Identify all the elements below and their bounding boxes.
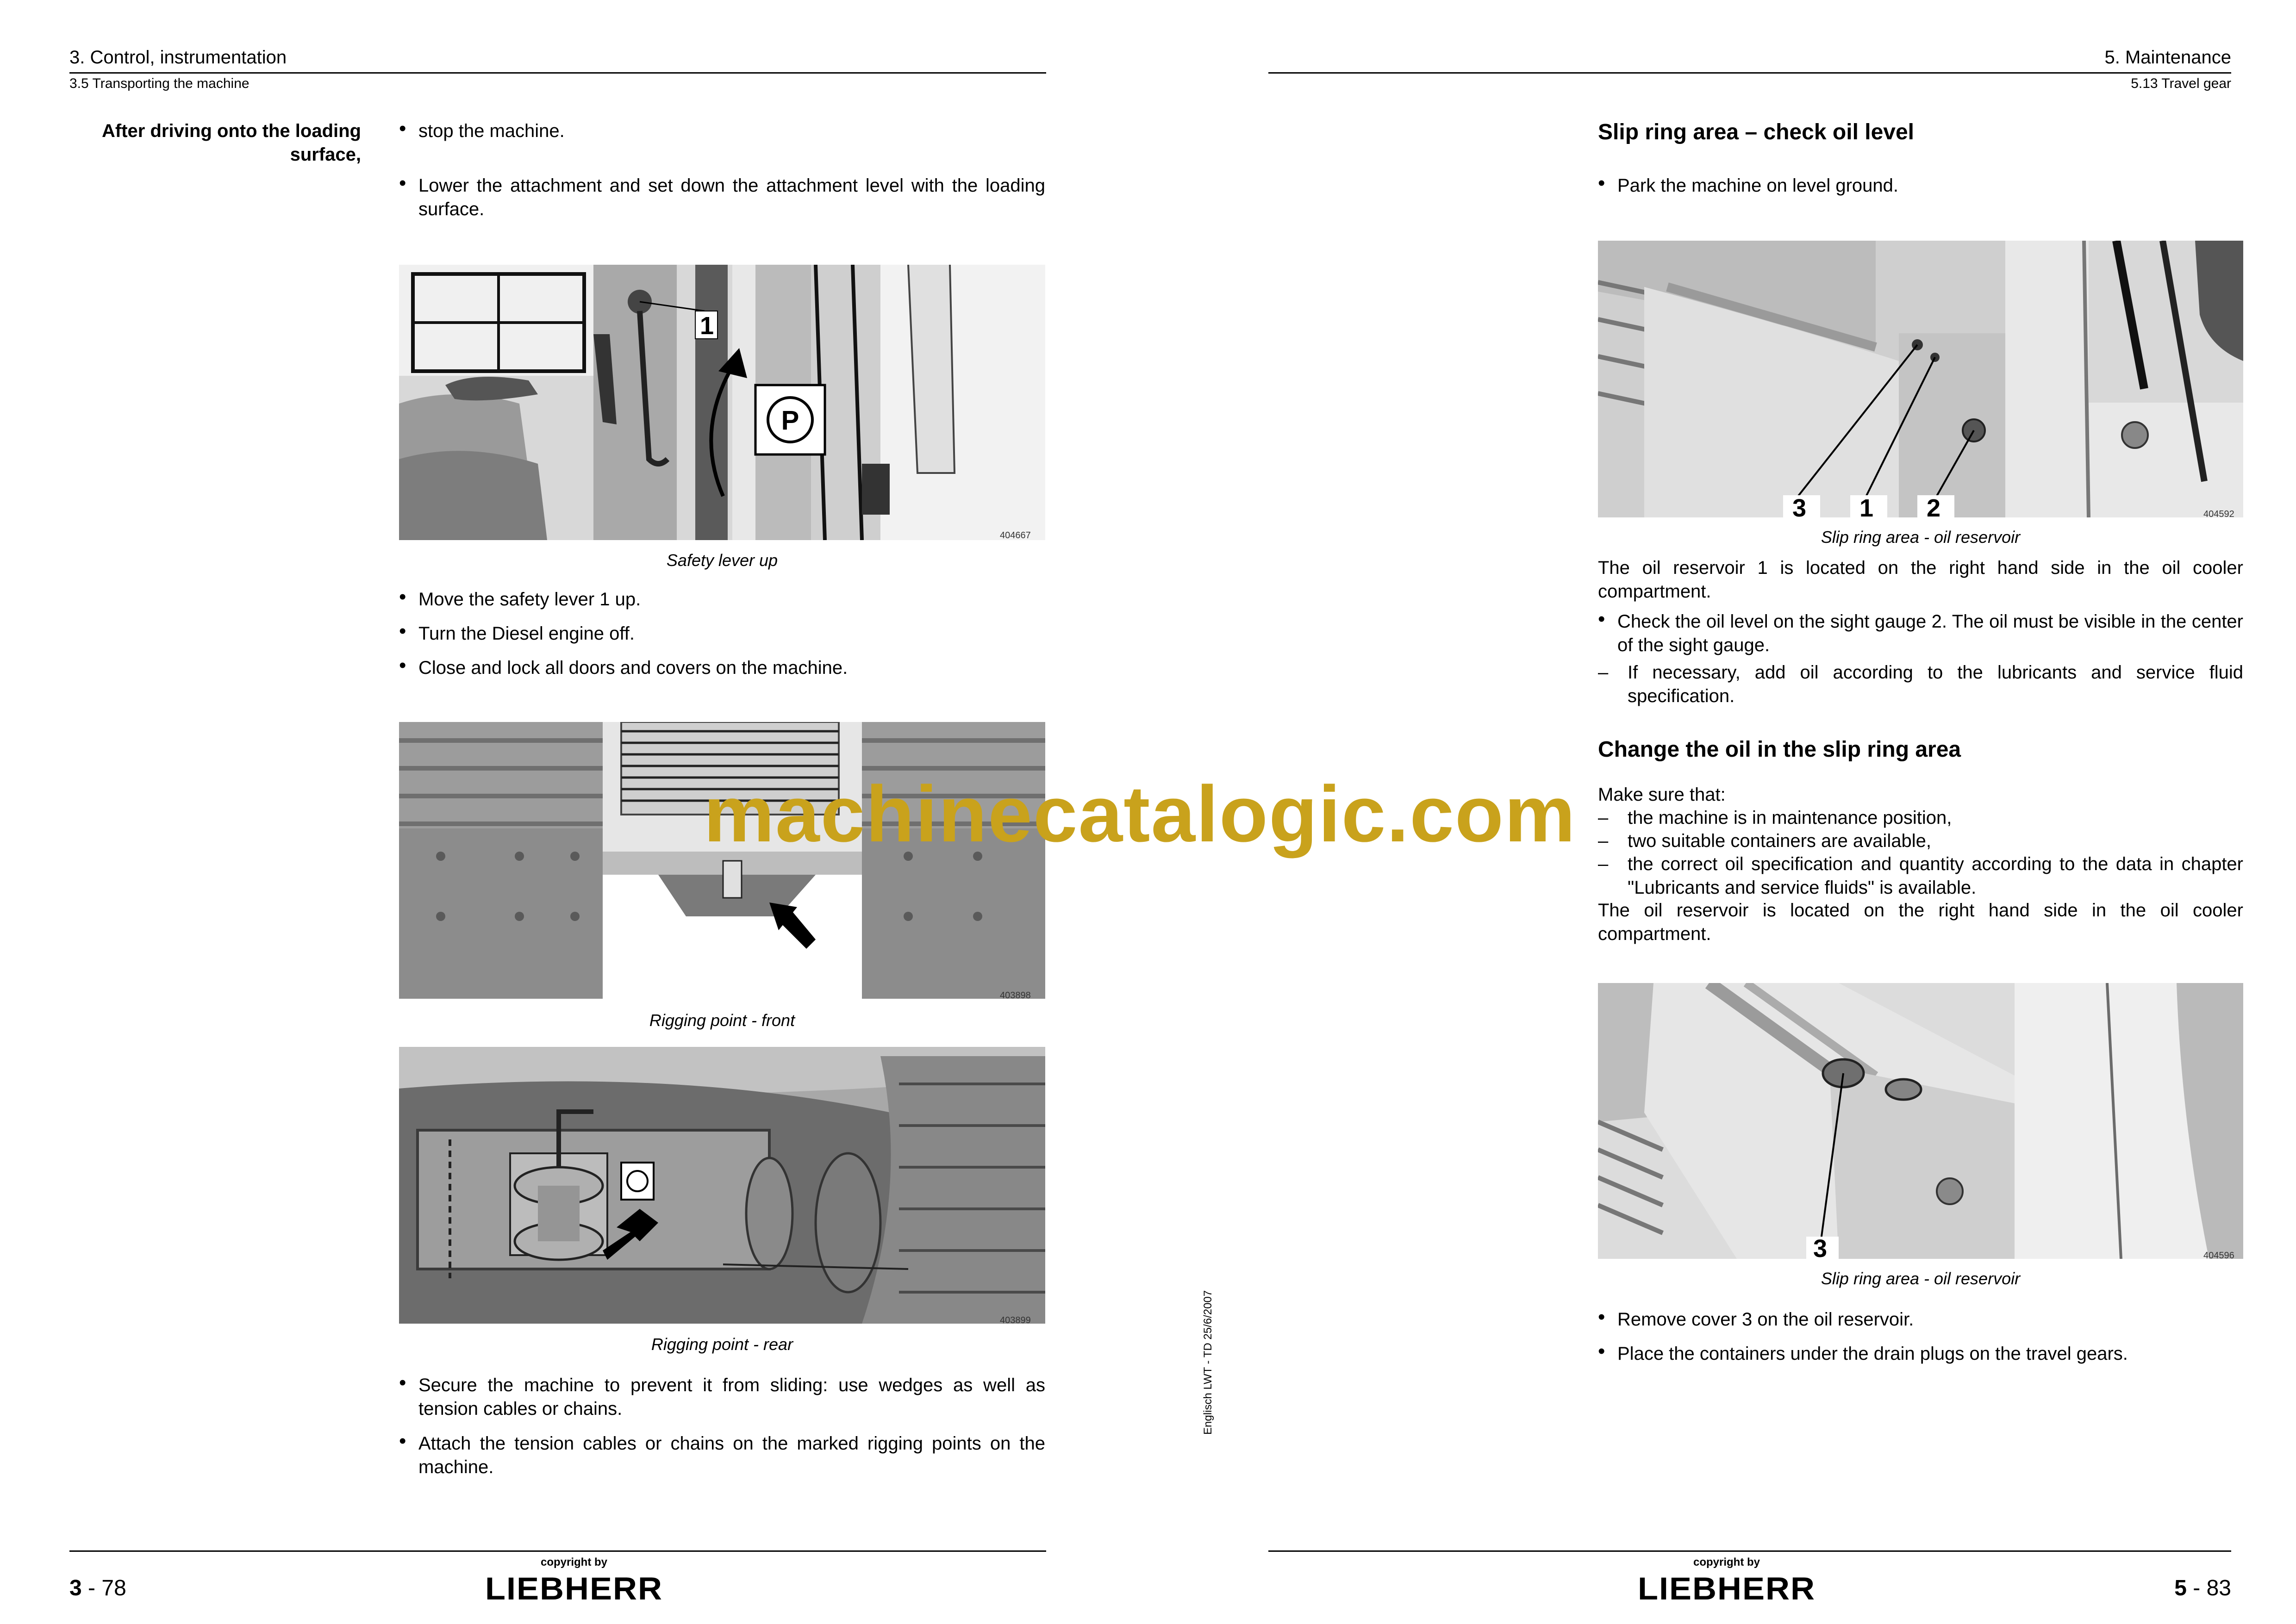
image-id: 403898 <box>1000 990 1031 1001</box>
heading-change-oil: Change the oil in the slip ring area <box>1598 737 1961 762</box>
right-header-rule <box>1268 72 2231 74</box>
bullet-dot: • <box>399 1430 406 1452</box>
bullet-text: Close and lock all doors and covers on the machine. <box>418 658 848 678</box>
dash-mark: – <box>1598 808 1609 828</box>
bullet-dot: • <box>399 117 406 140</box>
page-chapter: 3 <box>69 1576 82 1600</box>
callout-3: 3 <box>1792 494 1807 517</box>
dash-text: the correct oil specification and quantity according to the data in chapter "Lubricants and service fluids" is available. <box>1628 854 2243 898</box>
image-id: 404596 <box>2203 1251 2234 1261</box>
bullet-text: Check the oil level on the sight gauge 2. The oil must be visible in the center of the sight gauge. <box>1617 611 2243 655</box>
bullet-text: Remove cover 3 on the oil reservoir. <box>1617 1309 1914 1330</box>
dash-text: two suitable containers are available, <box>1628 831 1931 851</box>
bullet-dot: • <box>399 1371 406 1394</box>
safety-lever-illustration <box>399 265 1045 540</box>
left-page-number <box>69 1575 126 1601</box>
bullet-text: Turn the Diesel engine off. <box>418 623 635 644</box>
bullet-dot: • <box>1598 608 1605 630</box>
left-header-rule <box>69 72 1046 74</box>
callout-2: 2 <box>1927 494 1941 517</box>
dash-text: If necessary, add oil according to the lubricants and service fluid specification. <box>1628 662 2243 706</box>
bullet-dot: • <box>399 585 406 608</box>
photo-oil-reservoir-2 <box>1598 983 2243 1259</box>
bullet-text: Attach the tension cables or chains on the marked rigging points on the machine. <box>418 1433 1045 1477</box>
caption-safety-lever: Safety lever up <box>666 551 778 570</box>
image-id: 404667 <box>1000 530 1031 541</box>
page-number: - 83 <box>2193 1576 2231 1600</box>
bullet-text: stop the machine. <box>418 121 565 141</box>
right-header-section: 5.13 Travel gear <box>2131 76 2231 91</box>
dash-text: the machine is in maintenance position, <box>1628 808 1952 828</box>
parking-brake-symbol: P <box>781 405 799 436</box>
photo-rigging-front <box>399 722 1045 999</box>
callout-1: 1 <box>700 312 714 340</box>
caption-rigging-rear: Rigging point - rear <box>651 1335 793 1354</box>
liebherr-logo: LIEBHERR <box>1637 1571 1816 1606</box>
dash-mark: – <box>1598 831 1609 851</box>
left-footer-rule <box>69 1550 1046 1552</box>
vertical-note: Englisch LWT - TD 25/6/2007 <box>1202 1290 1214 1435</box>
caption-oil-reservoir-2: Slip ring area - oil reservoir <box>1821 1269 2021 1288</box>
callout-3: 3 <box>1813 1235 1828 1259</box>
caption-oil-reservoir-1: Slip ring area - oil reservoir <box>1821 528 2021 547</box>
bullet-text: Move the safety lever 1 up. <box>418 589 641 610</box>
oil-reservoir-illustration-1 <box>1598 241 2243 517</box>
right-header-chapter: 5. Maintenance <box>2104 47 2231 68</box>
bullet-dot: • <box>399 654 406 677</box>
oil-reservoir-illustration-2 <box>1598 983 2243 1259</box>
bullet-dot: • <box>1598 172 1605 194</box>
bullet-text: Secure the machine to prevent it from sliding: use wedges as well as tension cables or chains. <box>418 1375 1045 1419</box>
bullet-dot: • <box>399 620 406 642</box>
side-label: After driving onto the loading surface, <box>102 121 361 165</box>
bullet-dot: • <box>1598 1340 1605 1363</box>
watermark-text: machinecatalogic.com <box>704 770 1576 859</box>
bullet-text: Lower the attachment and set down the attachment level with the loading surface. <box>418 175 1045 219</box>
make-sure-label: Make sure that: <box>1598 784 1726 805</box>
rigging-front-illustration <box>399 722 1045 999</box>
bullet-text: Place the containers under the drain plugs on the travel gears. <box>1617 1344 2128 1364</box>
heading-check-oil: Slip ring area – check oil level <box>1598 120 1914 144</box>
image-id: 404592 <box>2203 509 2234 519</box>
right-footer-rule <box>1268 1550 2231 1552</box>
photo-safety-lever <box>399 265 1045 540</box>
left-header-chapter: 3. Control, instrumentation <box>69 47 287 68</box>
liebherr-logo: LIEBHERR <box>485 1571 663 1606</box>
image-id: 403899 <box>1000 1315 1031 1325</box>
paragraph-oil-reservoir-location-2: The oil reservoir is located on the right hand side in the oil cooler compartment. <box>1598 900 2243 944</box>
page-number: - 78 <box>88 1576 126 1600</box>
page-chapter: 5 <box>2174 1576 2187 1600</box>
dash-mark: – <box>1598 854 1609 874</box>
left-header-section: 3.5 Transporting the machine <box>69 76 250 91</box>
paragraph-oil-reservoir-location: The oil reservoir 1 is located on the right hand side in the oil cooler compartment. <box>1598 558 2243 602</box>
copyright-label: copyright by <box>540 1556 607 1568</box>
bullet-dot: • <box>399 172 406 194</box>
photo-oil-reservoir-1 <box>1598 241 2243 517</box>
bullet-text: Park the machine on level ground. <box>1617 175 1899 196</box>
bullet-dot: • <box>1598 1306 1605 1328</box>
caption-rigging-front: Rigging point - front <box>649 1011 795 1030</box>
right-page-number <box>2111 1575 2231 1601</box>
photo-rigging-rear <box>399 1047 1045 1324</box>
dash-mark: – <box>1598 662 1609 683</box>
callout-1: 1 <box>1859 494 1874 517</box>
rigging-rear-illustration <box>399 1047 1045 1324</box>
copyright-label: copyright by <box>1693 1556 1760 1568</box>
